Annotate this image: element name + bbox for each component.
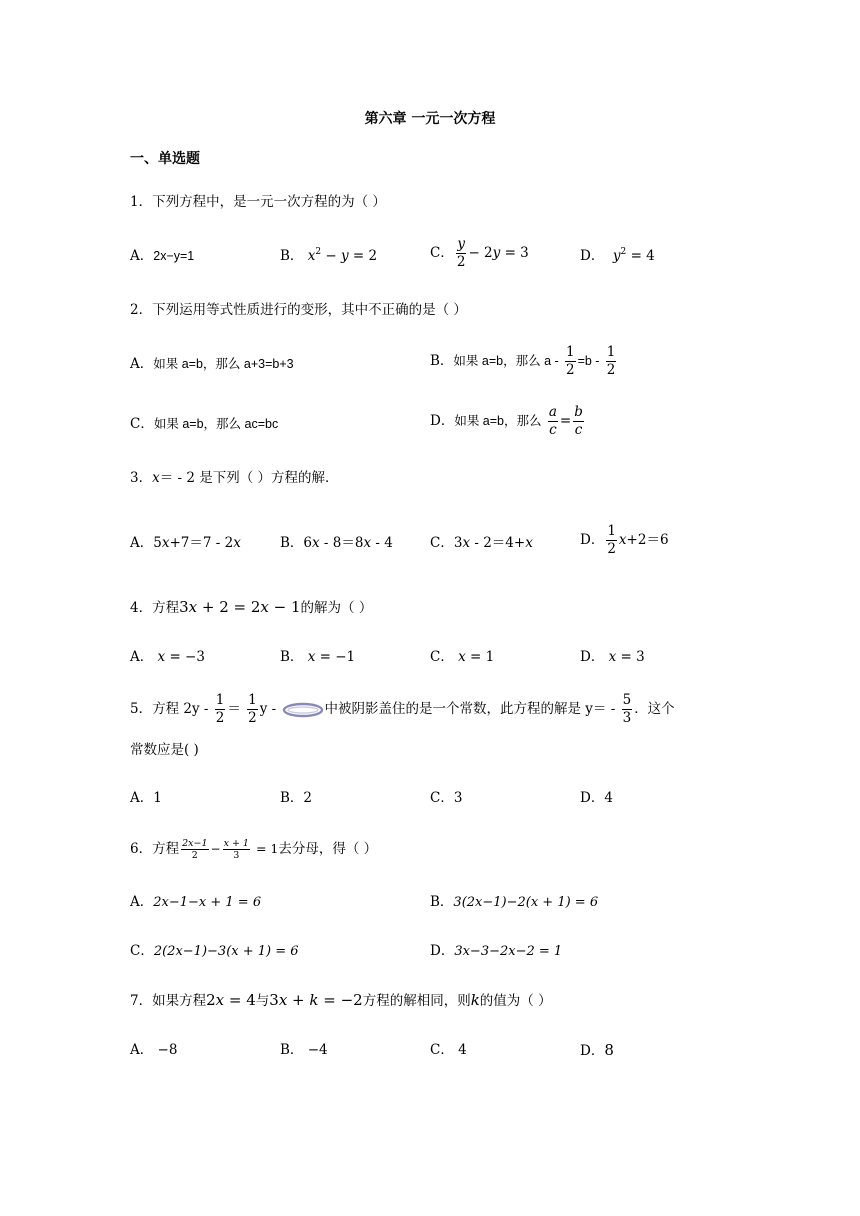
- q5-option-b: B．2: [280, 790, 313, 806]
- hidden-constant-smudge: [281, 699, 325, 721]
- q2-option-a: A．如果 a=b，那么 a+3=b+3: [130, 356, 294, 372]
- q5-option-a: A．1: [130, 790, 162, 806]
- q7-option-a: A． −8: [130, 1042, 178, 1058]
- q3-option-b: B．6x - 8＝8x - 4: [280, 535, 393, 551]
- q4-option-d: D． x = 3: [580, 649, 645, 665]
- question-1-stem: 1．下列方程中，是一元一次方程的为（ ）: [130, 194, 386, 210]
- q3-option-d: D． $\frac{1}{2}$ x+2＝6: [580, 523, 669, 557]
- q3-option-a: A．5x+7＝7 - 2x: [130, 535, 241, 551]
- question-5-stem: 5．方程 2y - $\frac{1}{2}$ ＝ $\frac{1}{2}$ y - 中被阴影盖住的是一个常数，此方程的解是 y＝ - $\frac{5}{3}$ ．这个: [130, 692, 675, 726]
- q5-option-d: D．4: [580, 790, 613, 806]
- q6-option-a: A．2x−1−x + 1 = 6: [130, 894, 262, 910]
- q4-option-c: C． x = 1: [430, 649, 495, 665]
- q2-option-d: D．如果 a=b，那么 $\frac{a}{c}$ = $\frac{b}{c}$: [430, 404, 583, 438]
- q6-option-b: B．3(2x−1)−2(x + 1) = 6: [430, 894, 599, 910]
- q7-option-b: B． −4: [280, 1042, 328, 1058]
- q7-option-d: D．8: [580, 1041, 614, 1059]
- q6-option-c: C．2(2x−1)−3(x + 1) = 6: [130, 943, 299, 959]
- q7-option-c: C． 4: [430, 1042, 467, 1058]
- q1-option-d: D． $y^2 = 4$: [580, 247, 655, 264]
- question-3-stem: 3．x＝ - 2 是下列（ ）方程的解．: [130, 470, 339, 486]
- q1-option-c: C． $\frac{y}{2}$ − 2y = 3: [430, 236, 529, 270]
- question-7-stem: 7．如果方程2x = 4与3x + k = −2方程的解相同，则k的值为（ ）: [130, 991, 552, 1009]
- question-5-stem-line2: 常数应是( ): [130, 742, 199, 758]
- q4-option-b: B． x = −1: [280, 649, 356, 665]
- q4-option-a: A． x = −3: [130, 649, 205, 665]
- question-2-stem: 2．下列运用等式性质进行的变形，其中不正确的是（ ）: [130, 302, 467, 318]
- q1-option-b: B． $x^2 - y = 2$: [280, 247, 378, 264]
- q1-option-a: A．2x−y=1: [130, 248, 195, 264]
- q3-option-c: C．3x - 2＝4+x: [430, 535, 533, 551]
- q5-option-c: C．3: [430, 790, 463, 806]
- question-4-stem: 4．方程3x + 2 = 2x − 1的解为（ ）: [130, 598, 373, 616]
- q2-option-c: C．如果 a=b，那么 ac=bc: [130, 416, 279, 432]
- q2-option-b: B．如果 a=b，那么 a - $\frac{1}{2}$ =b - $\frac{1}{2}$: [430, 344, 616, 378]
- question-6-stem: 6．方程 $\frac{2x-1}{2}$ − $\frac{x + 1}{3}$ = 1去分母，得（ ）: [130, 838, 378, 861]
- page-title: 第六章 一元一次方程: [364, 111, 496, 127]
- q6-option-d: D．3x−3−2x−2 = 1: [430, 943, 563, 959]
- section-heading: 一、单选题: [130, 151, 200, 167]
